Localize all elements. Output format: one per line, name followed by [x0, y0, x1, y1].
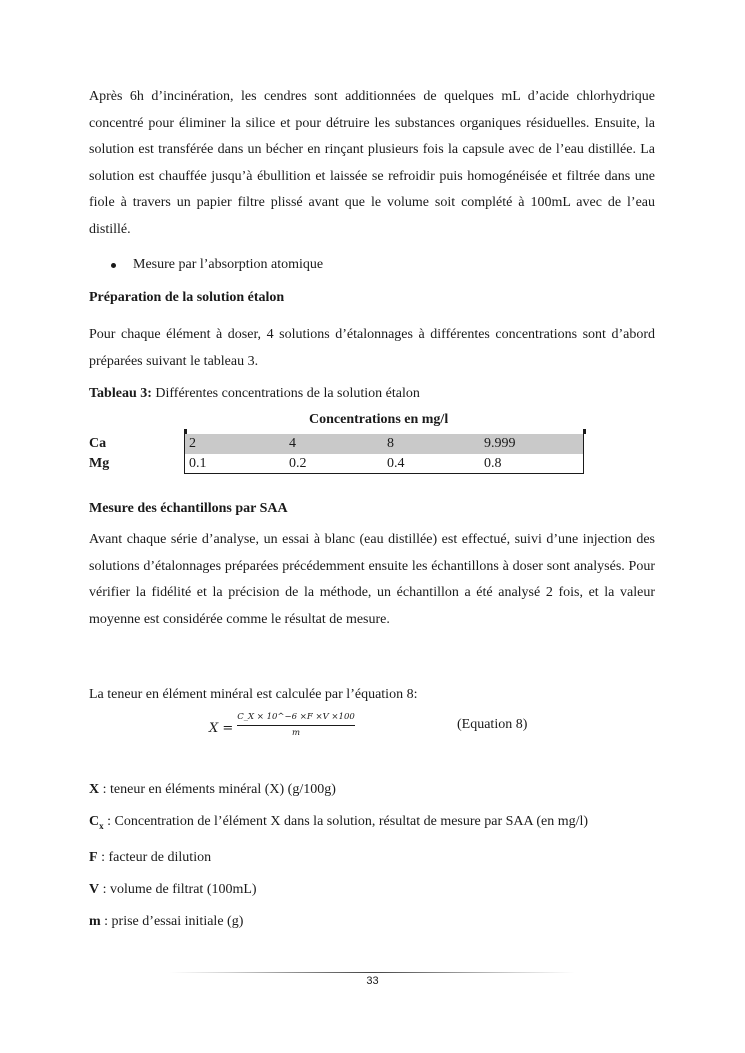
table-cell: 4: [289, 436, 296, 451]
heading-solution-etalon: Préparation de la solution étalon: [89, 290, 285, 305]
table-cell: 9.999: [484, 436, 516, 451]
definition-cx: [89, 812, 655, 836]
heading-mesure-saa: Mesure des échantillons par SAA: [89, 501, 288, 516]
row-band: [185, 434, 584, 454]
table-cell: 8: [387, 436, 394, 451]
table-cell: 0.2: [289, 456, 307, 471]
equation-lhs: X =: [209, 721, 234, 736]
document-page: [89, 84, 655, 932]
bullet-item: [89, 255, 655, 275]
page-number: 33: [366, 975, 379, 987]
equation-denominator: m: [291, 728, 301, 738]
table-caption: [89, 384, 655, 404]
definition-text: : Concentration de l’élément X dans la solution, résultat de mesure par SAA (en mg/l): [103, 814, 589, 829]
table-cell: 0.1: [189, 456, 207, 471]
table-cell: 0.8: [484, 456, 502, 471]
definition-symbol: m: [89, 913, 101, 929]
bullet-dot-icon: [111, 263, 116, 268]
definition-symbol: C: [89, 814, 100, 829]
definition-v: [89, 880, 655, 900]
equation: [89, 711, 655, 751]
definition-list: [89, 780, 655, 932]
footer-divider: [170, 972, 575, 973]
definition-symbol: F: [89, 849, 98, 865]
definition-f: [89, 848, 655, 868]
bullet-text: Mesure par l’absorption atomique: [133, 257, 324, 272]
equation-fraction: [237, 711, 355, 740]
definition-subscript: x: [99, 820, 104, 831]
row-label: Mg: [89, 456, 110, 471]
definition-text: : volume de filtrat (100mL): [99, 881, 257, 897]
paragraph-incineration: Après 6h d’incinération, les cendres sont additionnées de quelques mL d’acide chlorhydrique concentré pour éliminer la silice et pour détruire les substances organiques résiduelles. Ensuite, la solution est transférée dans un bécher en rinçant plusieurs fois la capsule avec de l’eau distillée. La solution est chauffée jusqu’à ébullition et laissée se refroidir puis homogénéisée et filtrée dans une fiole à travers un papier filtre plissé avant que le volume soit complété à 100mL avec de l’eau distillé.: [89, 89, 655, 237]
row-label: Ca: [89, 436, 107, 451]
paragraph-equation-intro: La teneur en élément minéral est calculée par l’équation 8:: [89, 687, 418, 702]
table-cell: 0.4: [387, 456, 405, 471]
table-caption-text: Différentes concentrations de la solution étalon: [151, 386, 420, 401]
concentration-table: [89, 411, 655, 471]
definition-m: [89, 912, 655, 932]
paragraph-etalonnage: Pour chaque élément à doser, 4 solutions d’étalonnages à différentes concentrations sont d’abord préparées suivant le tableau 3.: [89, 327, 655, 369]
equation-label: (Equation 8): [457, 717, 528, 732]
definition-x: [89, 780, 655, 800]
paragraph-analyse: Avant chaque série d’analyse, un essai à blanc (eau distillée) est effectué, suivi d’une injection des solutions d’étalonnages préparées précédemment ensuite les échantillons à doser sont analysés. Pour vérifier la fidélité et la précision de la méthode, un échantillon a été analysé 2 fois, et la valeur moyenne est considérée comme le résultat de mesure.: [89, 532, 655, 627]
table-header: Concentrations en mg/l: [309, 412, 449, 427]
definition-text: : teneur en éléments minéral (X) (g/100g): [99, 782, 336, 797]
equation-numerator: C_X × 10^−6 ×F ×V ×100: [237, 711, 355, 726]
definition-text: : prise d’essai initiale (g): [100, 913, 244, 929]
table-row: [89, 434, 655, 454]
definition-symbol: V: [89, 881, 100, 897]
definition-text: : facteur de dilution: [97, 849, 212, 865]
table-row: [89, 454, 655, 474]
table-caption-label: Tableau 3:: [89, 386, 152, 401]
table-cell: 2: [189, 436, 196, 451]
definition-symbol: X: [89, 782, 100, 797]
